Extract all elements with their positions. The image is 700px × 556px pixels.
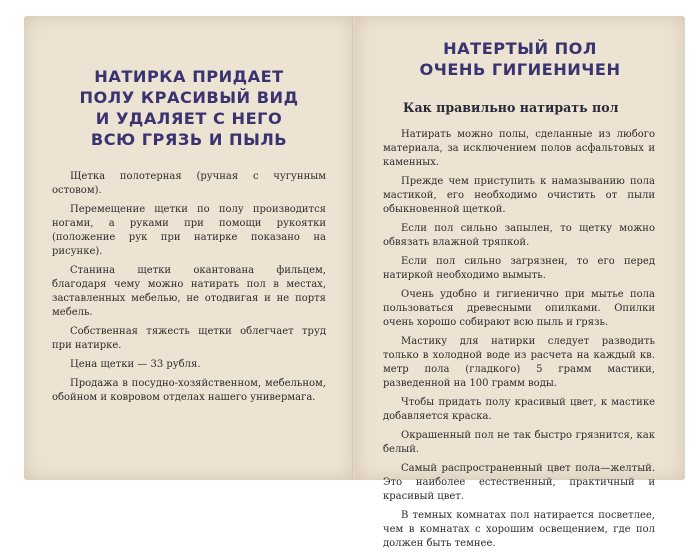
- right-page-subtitle: Как правильно натирать пол: [403, 100, 619, 115]
- right-page-body: [383, 128, 655, 556]
- paragraph: Прежде чем приступить к намазыванию пола мастикой, его необходимо очистить от пыли обыкновенной щеткой.: [383, 176, 655, 215]
- left-title-line: ВСЮ ГРЯЗЬ И ПЫЛЬ: [90, 130, 288, 149]
- right-page-title: [375, 38, 665, 80]
- paragraph: Окрашенный пол не так быстро грязнится, как белый.: [383, 430, 655, 455]
- left-title-line: И УДАЛЯЕТ С НЕГО: [95, 109, 283, 128]
- right-title-line: НАТЕРТЫЙ ПОЛ: [443, 39, 597, 58]
- left-page-title: [44, 66, 334, 150]
- paragraph: Самый распространенный цвет пола—желтый. Это наиболее естественный, практичный и красивый цвет.: [383, 463, 655, 502]
- paragraph: Продажа в посудно-хозяйственном, мебельном, обойном и ковровом отделах нашего универмага.: [52, 378, 326, 403]
- paragraph: Мастику для натирки следует разводить только в холодной воде из расчета на каждый кв. метр пола (гладкого) 5 грамм мастики, разведенной на 100 грамм воды.: [383, 336, 655, 389]
- paragraph: Щетка полотерная (ручная с чугунным остовом).: [52, 171, 326, 196]
- paragraph: Если пол сильно запылен, то щетку можно обвязать влажной тряпкой.: [383, 223, 655, 248]
- paragraph: Натирать можно полы, сделанные из любого материала, за исключением полов асфальтовых и каменных.: [383, 129, 655, 168]
- paragraph: Чтобы придать полу красивый цвет, к мастике добавляется краска.: [383, 397, 655, 422]
- left-title-line: ПОЛУ КРАСИВЫЙ ВИД: [79, 88, 299, 107]
- paragraph: Очень удобно и гигиенично при мытье пола пользоваться древесными опилками. Опилки очень хорошо собирают всю пыль и грязь.: [383, 289, 655, 328]
- right-title-line: ОЧЕНЬ ГИГИЕНИЧЕН: [419, 60, 621, 79]
- paragraph: Перемещение щетки по полу производится ногами, а руками при помощи рукоятки (положение рук при натирке показано на рисунке).: [52, 204, 326, 257]
- paragraph: Собственная тяжесть щетки облегчает труд при натирке.: [52, 326, 326, 351]
- paragraph: Станина щетки окантована фильцем, благодаря чему можно натирать пол в местах, заставленных мебелью, не отодвигая и не портя мебель.: [52, 265, 326, 318]
- paragraph: Если пол сильно загрязнен, то его перед натиркой необходимо вымыть.: [383, 256, 655, 281]
- paragraph: В темных комнатах пол натирается посветлее, чем в комнатах с хорошим освещением, где пол должен быть темнее.: [383, 510, 655, 549]
- paragraph: Цена щетки — 33 рубля.: [70, 359, 201, 370]
- left-page: [24, 16, 354, 480]
- right-page: [355, 16, 685, 549]
- left-title-line: НАТИРКА ПРИДАЕТ: [94, 67, 284, 86]
- left-page-body: [52, 170, 326, 410]
